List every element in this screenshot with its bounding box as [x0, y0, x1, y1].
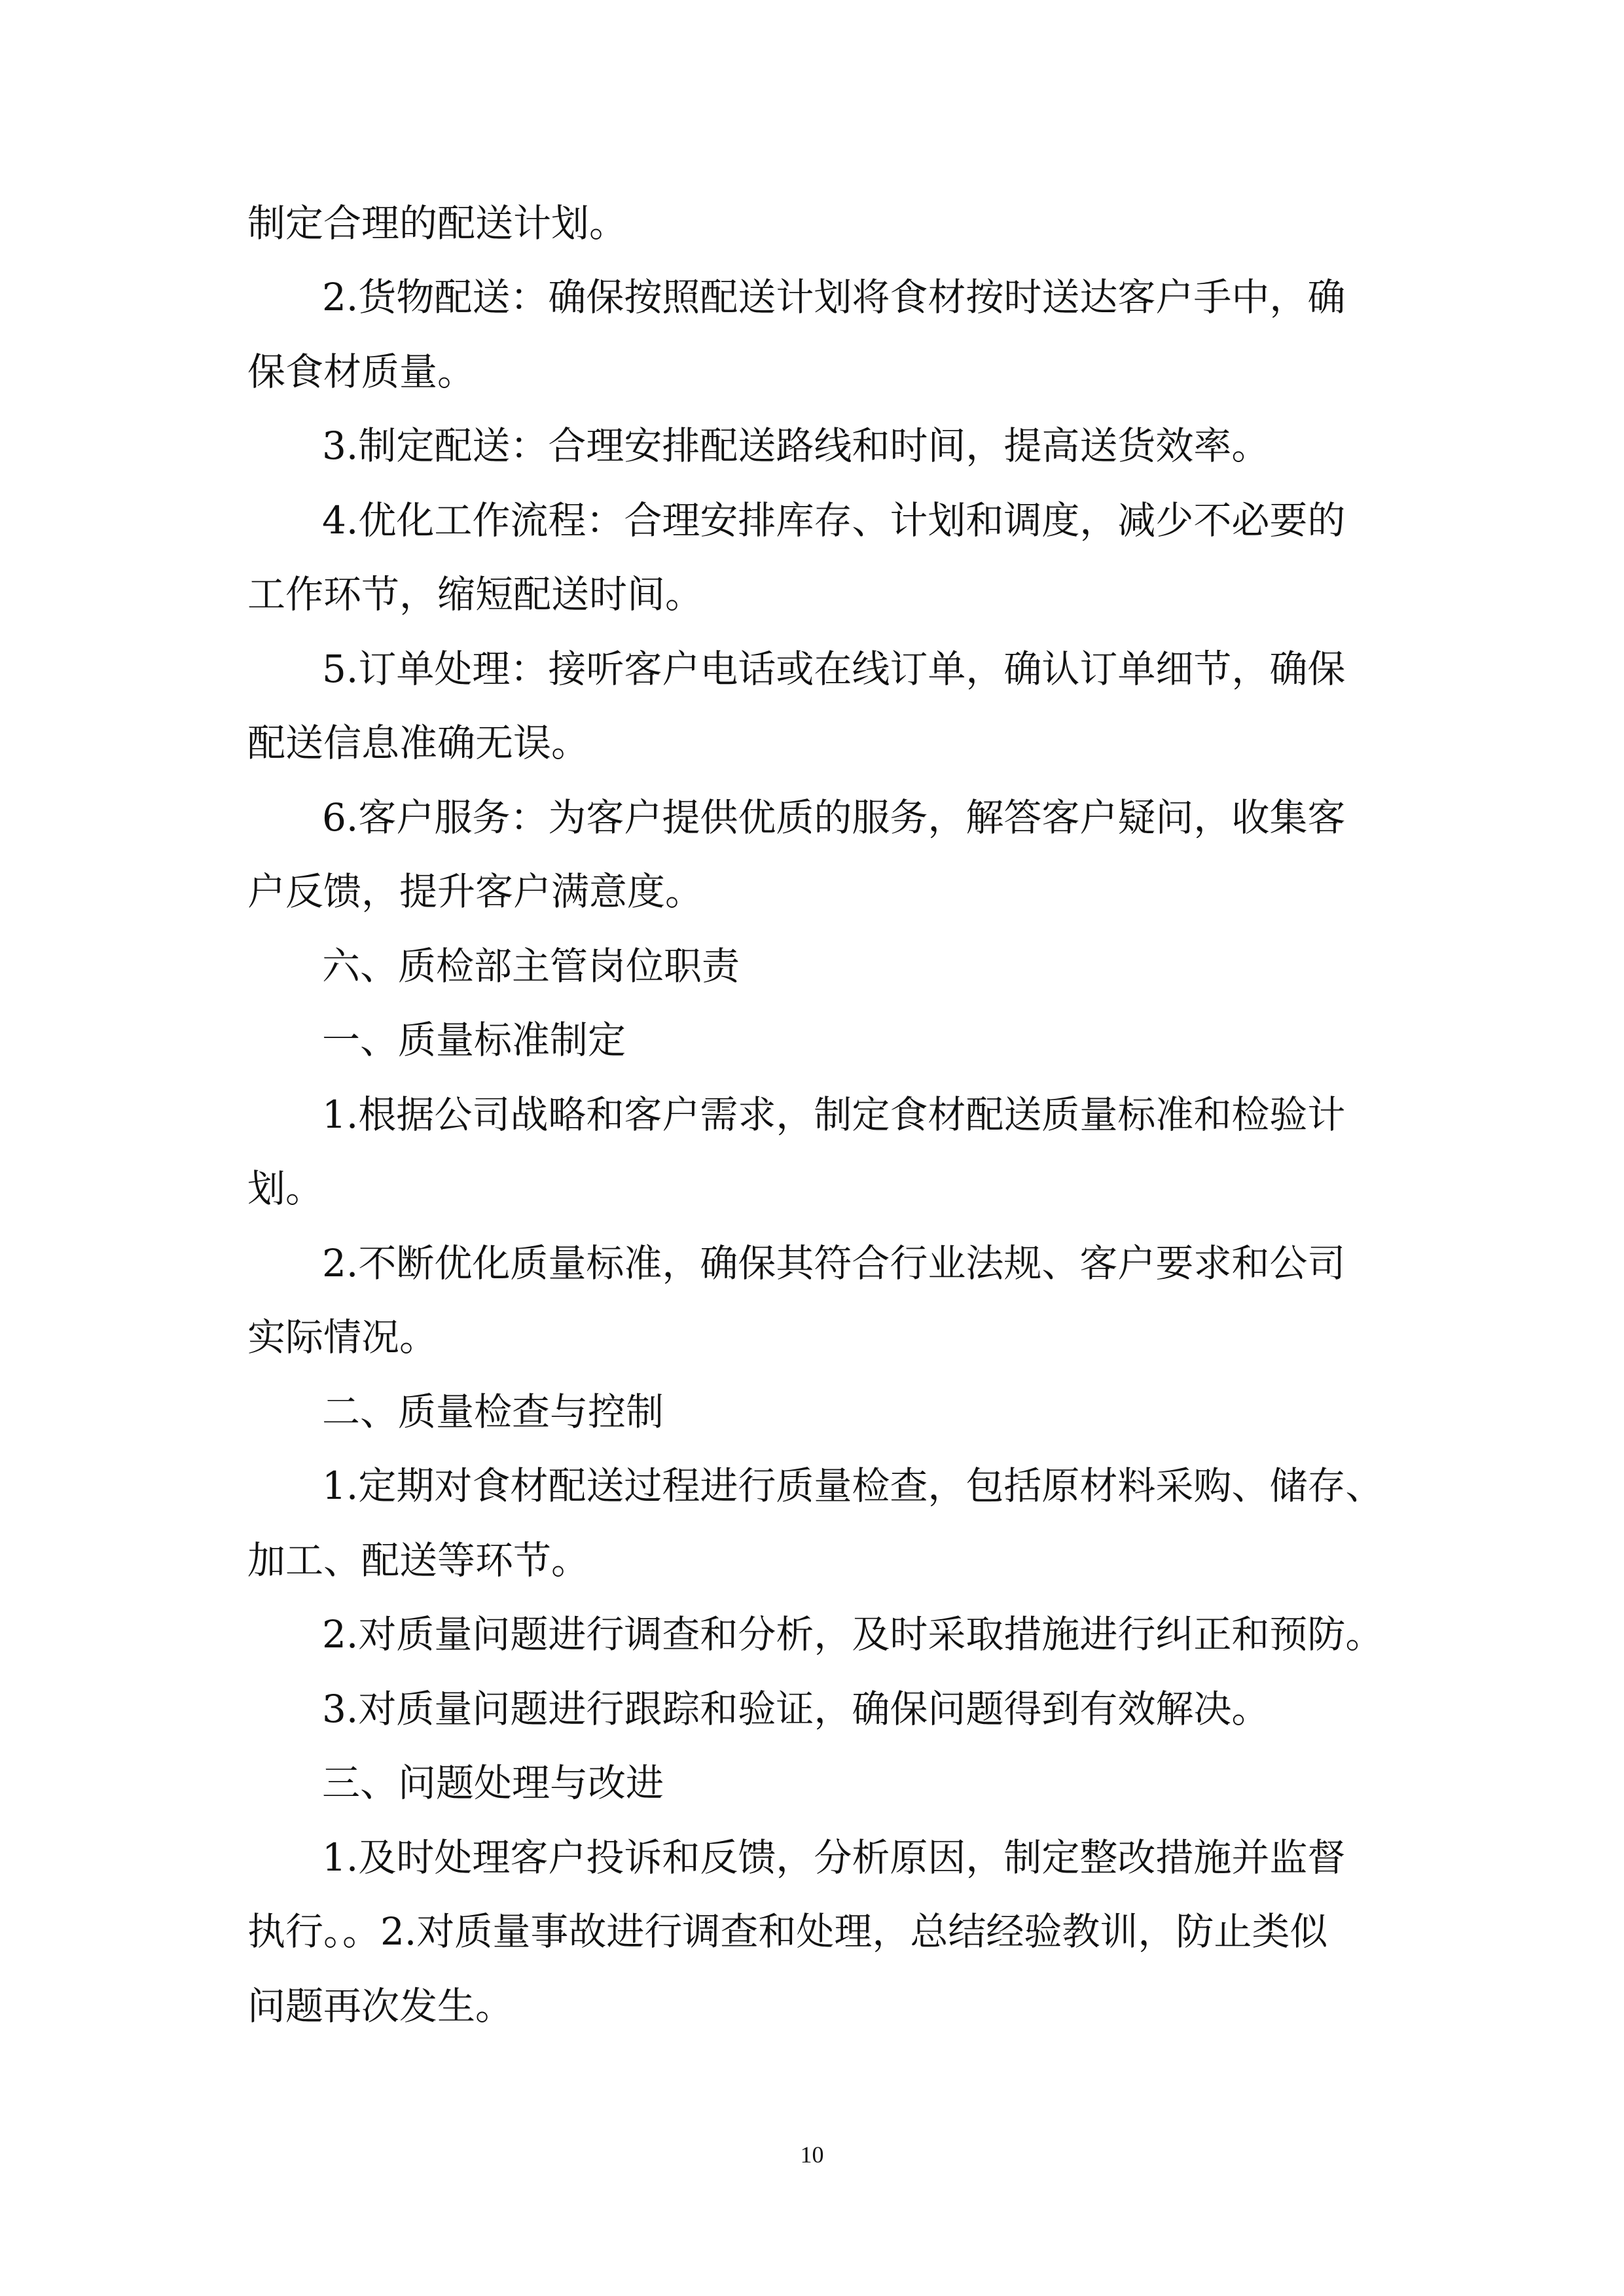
text-line: 划。 [247, 1166, 324, 1211]
page-number: 10 [800, 2142, 824, 2168]
subsection-heading: 三、问题处理与改进 [322, 1761, 664, 1805]
text-line: 加工、配送等环节。 [247, 1538, 590, 1583]
text-line: 配送信息准确无误。 [247, 721, 590, 765]
section-heading: 六、质检部主管岗位职责 [322, 944, 740, 988]
text-line: 工作环节，缩短配送时间。 [247, 572, 704, 617]
text-line: 问题再次发生。 [247, 1984, 514, 2028]
list-item: 6.客户服务：为客户提供优质的服务，解答客户疑问，收集客 [322, 795, 1346, 840]
text-line: 执行。。2.对质量事故进行调查和处理，总结经验教训，防止类似 [247, 1909, 1328, 1954]
list-item: 1.及时处理客户投诉和反馈，分析原因，制定整改措施并监督 [322, 1835, 1346, 1880]
text-line: 制定合理的配送计划。 [247, 201, 628, 245]
list-item: 1.根据公司战略和客户需求，制定食材配送质量标准和检验计 [322, 1092, 1346, 1137]
list-item: 3.对质量问题进行跟踪和验证，确保问题得到有效解决。 [322, 1687, 1270, 1731]
list-item: 2.对质量问题进行调查和分析，及时采取措施进行纠正和预防。 [322, 1612, 1384, 1657]
list-item: 3.制定配送：合理安排配送路线和时间，提高送货效率。 [322, 423, 1270, 468]
list-item: 4.优化工作流程：合理安排库存、计划和调度，减少不必要的 [322, 498, 1346, 543]
list-item: 2.货物配送：确保按照配送计划将食材按时送达客户手中，确 [322, 275, 1346, 319]
list-item: 2.不断优化质量标准，确保其符合行业法规、客户要求和公司 [322, 1241, 1346, 1285]
list-item: 1.定期对食材配送过程进行质量检查，包括原材料采购、储存、 [322, 1463, 1384, 1508]
text-line: 户反馈，提升客户满意度。 [247, 869, 704, 914]
subsection-heading: 二、质量检查与控制 [322, 1390, 664, 1434]
text-line: 实际情况。 [247, 1315, 438, 1359]
list-item: 5.订单处理：接听客户电话或在线订单，确认订单细节，确保 [322, 647, 1346, 691]
text-line: 保食材质量。 [247, 350, 476, 394]
subsection-heading: 一、质量标准制定 [322, 1018, 626, 1062]
